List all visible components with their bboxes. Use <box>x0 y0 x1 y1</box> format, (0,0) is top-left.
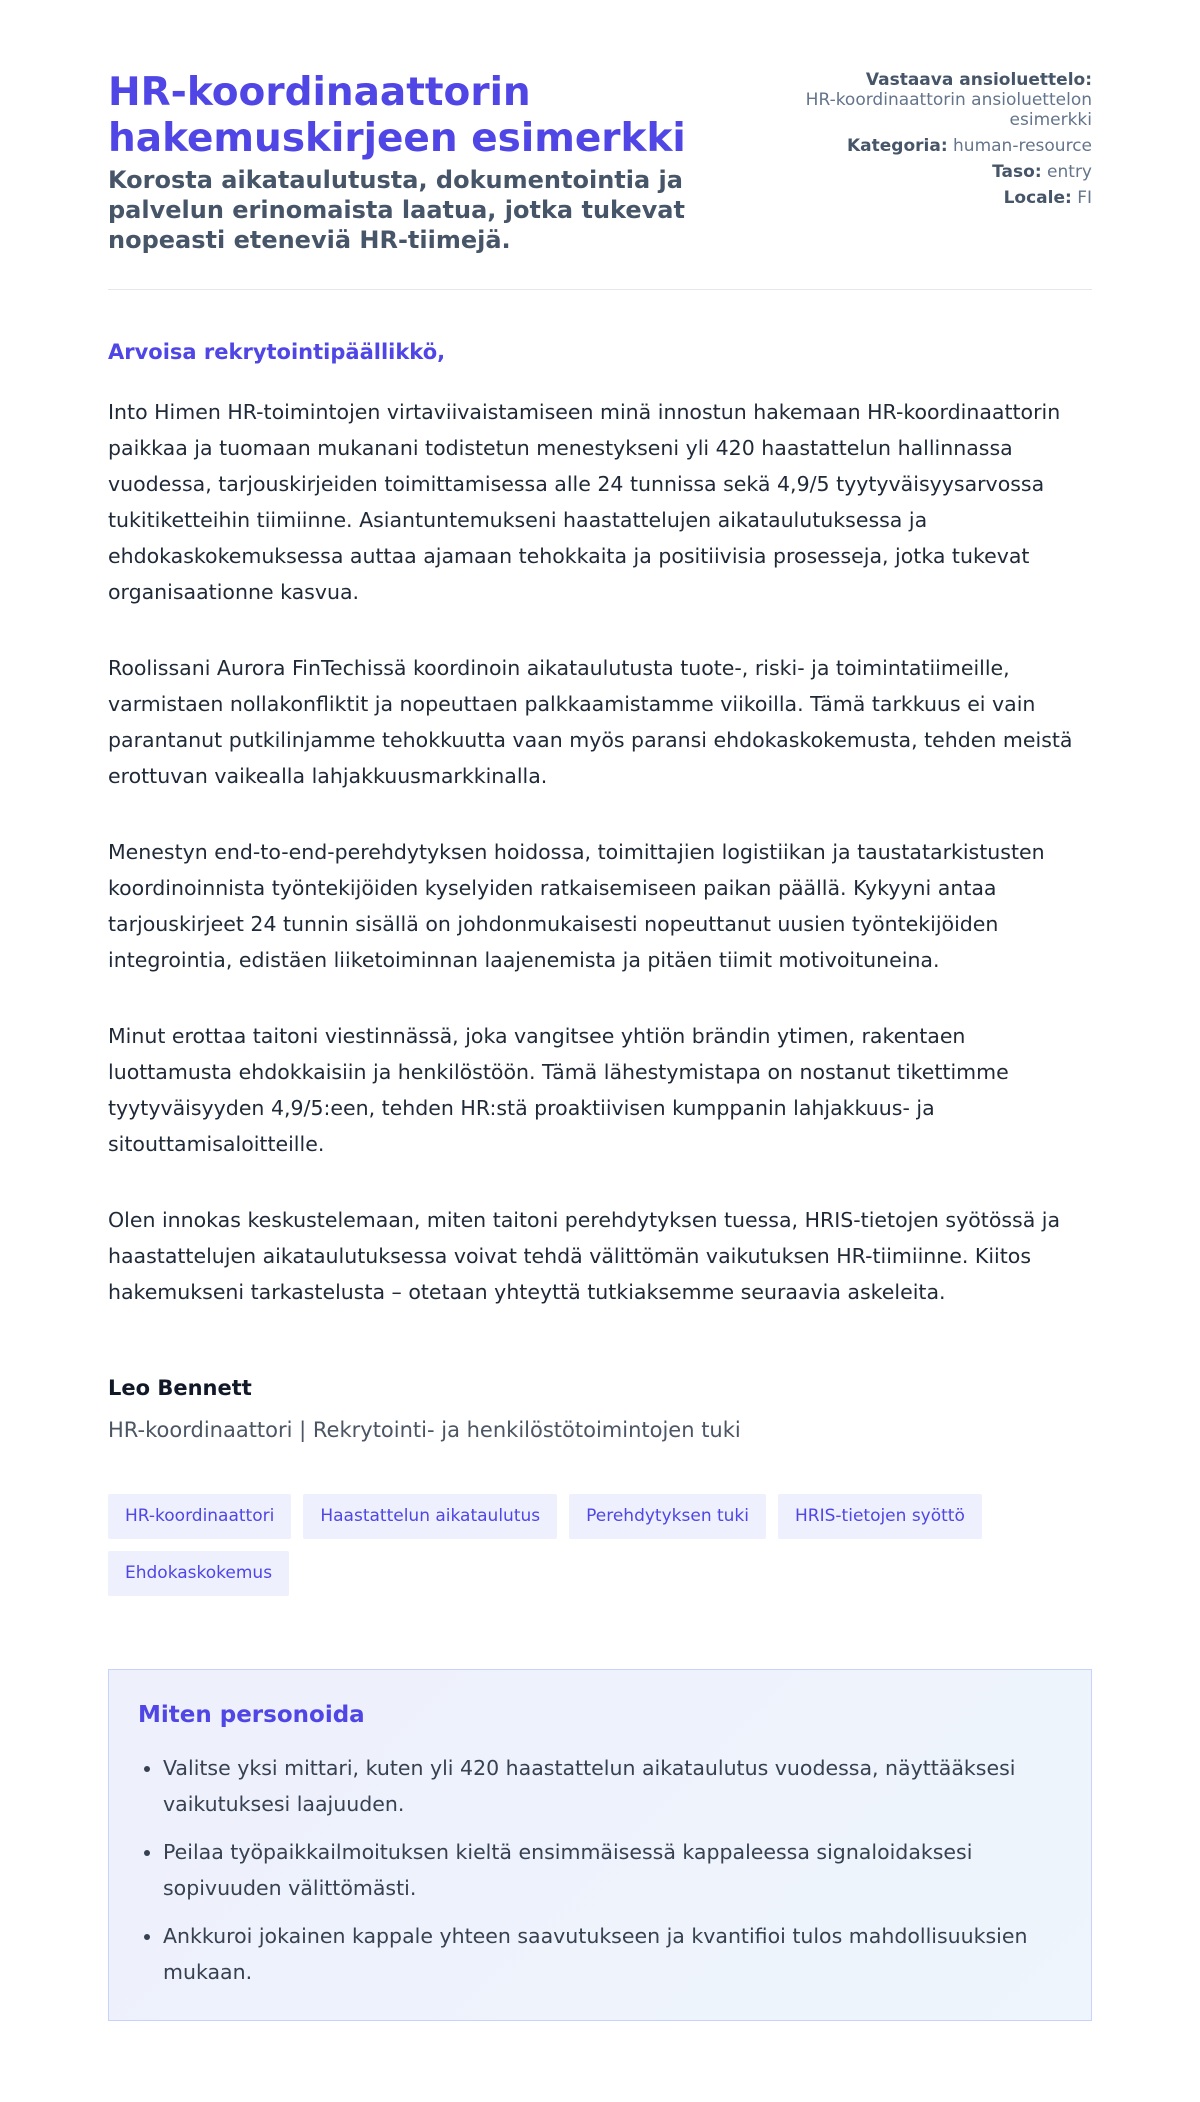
skill-tag: Perehdytyksen tuki <box>569 1494 766 1539</box>
meta-category-label: Kategoria: <box>846 136 948 156</box>
meta-locale <box>792 188 1092 208</box>
tips-title: Miten personoida <box>138 1702 365 1728</box>
personalization-tips-box <box>108 1669 1092 2021</box>
meta-locale-label: Locale: <box>1003 188 1072 208</box>
skill-tag: HR-koordinaattori <box>108 1494 291 1539</box>
page-header <box>108 70 1092 290</box>
metadata-panel <box>792 70 1092 214</box>
meta-level-label: Taso: <box>992 162 1042 182</box>
meta-category <box>792 136 1092 156</box>
tips-list-item: • Ankkuroi jokainen kappale yhteen saavutukseen ja kvantifioi tulos mahdollisuuksien mukaan. <box>163 1918 1062 1990</box>
tips-list-item: • Valitse yksi mittari, kuten yli 420 haastattelun aikataulutus vuodessa, näyttääksesi vaikutuksesi laajuuden. <box>163 1750 1062 1822</box>
meta-level <box>792 162 1092 182</box>
letter-body <box>108 338 1092 1444</box>
page-subtitle: Korosta aikataulutusta, dokumentointia ja palvelun erinomaista laatua, jotka tukevat nopeasti eteneviä HR-tiimejä. <box>108 166 685 254</box>
signature-name: Leo Bennett <box>108 1376 252 1400</box>
letter-paragraph: Menestyn end-to-end-perehdytyksen hoidossa, toimittajien logistiikan ja taustatarkistusten koordinoinnista työntekijöiden kyselyiden ratkaisemiseen paikan päällä. Kykyyni antaa tarjouskirjeet 24 tunnin sisällä on johdonmukaisesti nopeuttanut uusien työntekijöiden integrointia, edistäen liiketoiminnan laajenemista ja pitäen tiimit motivoituneina. <box>108 840 1045 972</box>
letter-greeting: Arvoisa rekrytointipäällikkö, <box>108 340 446 364</box>
tips-list-item: • Peilaa työpaikkailmoituksen kieltä ensimmäisessä kappaleessa signaloidaksesi sopivuuden välittömästi. <box>163 1834 1062 1906</box>
meta-category-value: human-resource <box>953 136 1092 156</box>
signature-role: HR-koordinaattori | Rekrytointi- ja henkilöstötoimintojen tuki <box>108 1418 741 1442</box>
meta-level-value: entry <box>1047 162 1092 182</box>
skill-tags <box>108 1494 1008 1596</box>
letter-paragraph: Minut erottaa taitoni viestinnässä, joka vangitsee yhtiön brändin ytimen, rakentaen luottamusta ehdokkaisiin ja henkilöstöön. Tämä lähestymistapa on nostanut tikettimme tyytyväisyyden 4,9/5:een, tehden HR:stä proaktiivisen kumppanin lahjakkuus- ja sitouttamisaloitteille. <box>108 1024 1009 1156</box>
letter-paragraph: Roolissani Aurora FinTechissä koordinoin aikataulutusta tuote-, riski- ja toimintatiimeille, varmistaen nollakonfliktit ja nopeuttaen palkkaamistamme viikoilla. Tämä tarkkuus ei vain parantanut putkilinjamme tehokkuutta vaan myös paransi ehdokaskokemusta, tehden meistä erottuvan vaikealla lahjakkuusmarkkinalla. <box>108 656 1073 788</box>
page-title: HR-koordinaattorin hakemuskirjeen esimerkki <box>108 70 686 161</box>
header-title-block <box>108 70 748 255</box>
skill-tag: HRIS-tietojen syöttö <box>778 1494 982 1539</box>
letter-paragraph: Into Himen HR-toimintojen virtaviivaistamiseen minä innostun hakemaan HR-koordinaattorin paikkaa ja tuomaan mukanani todistetun menestykseni yli 420 haastattelun hallinnassa vuodessa, tarjouskirjeiden toimittamisessa alle 24 tunnissa sekä 4,9/5 tyytyväisyysarvossa tukitiketteihin tiimiinne. Asiantuntemukseni haastattelujen aikataulutuksessa ja ehdokaskokemuksessa auttaa ajamaan tehokkaita ja positiivisia prosesseja, jotka tukevat organisaationne kasvua. <box>108 400 1061 604</box>
meta-locale-value: FI <box>1077 188 1092 208</box>
skill-tag: Haastattelun aikataulutus <box>303 1494 557 1539</box>
signature-block <box>108 1374 1092 1444</box>
skill-tag: Ehdokaskokemus <box>108 1551 289 1596</box>
meta-resume-label: Vastaava ansioluettelo: <box>865 70 1092 90</box>
meta-resume <box>792 70 1092 130</box>
meta-resume-value: HR-koordinaattorin ansioluettelon esimerkki <box>805 90 1092 130</box>
letter-paragraph: Olen innokas keskustelemaan, miten taitoni perehdytyksen tuessa, HRIS-tietojen syötössä ja haastattelujen aikataulutuksessa voivat tehdä välittömän vaikutuksen HR-tiimiinne. Kiitos hakemukseni tarkastelusta – otetaan yhteyttä tutkiaksemme seuraavia askeleita. <box>108 1208 1061 1304</box>
tips-list <box>138 1750 1062 1990</box>
